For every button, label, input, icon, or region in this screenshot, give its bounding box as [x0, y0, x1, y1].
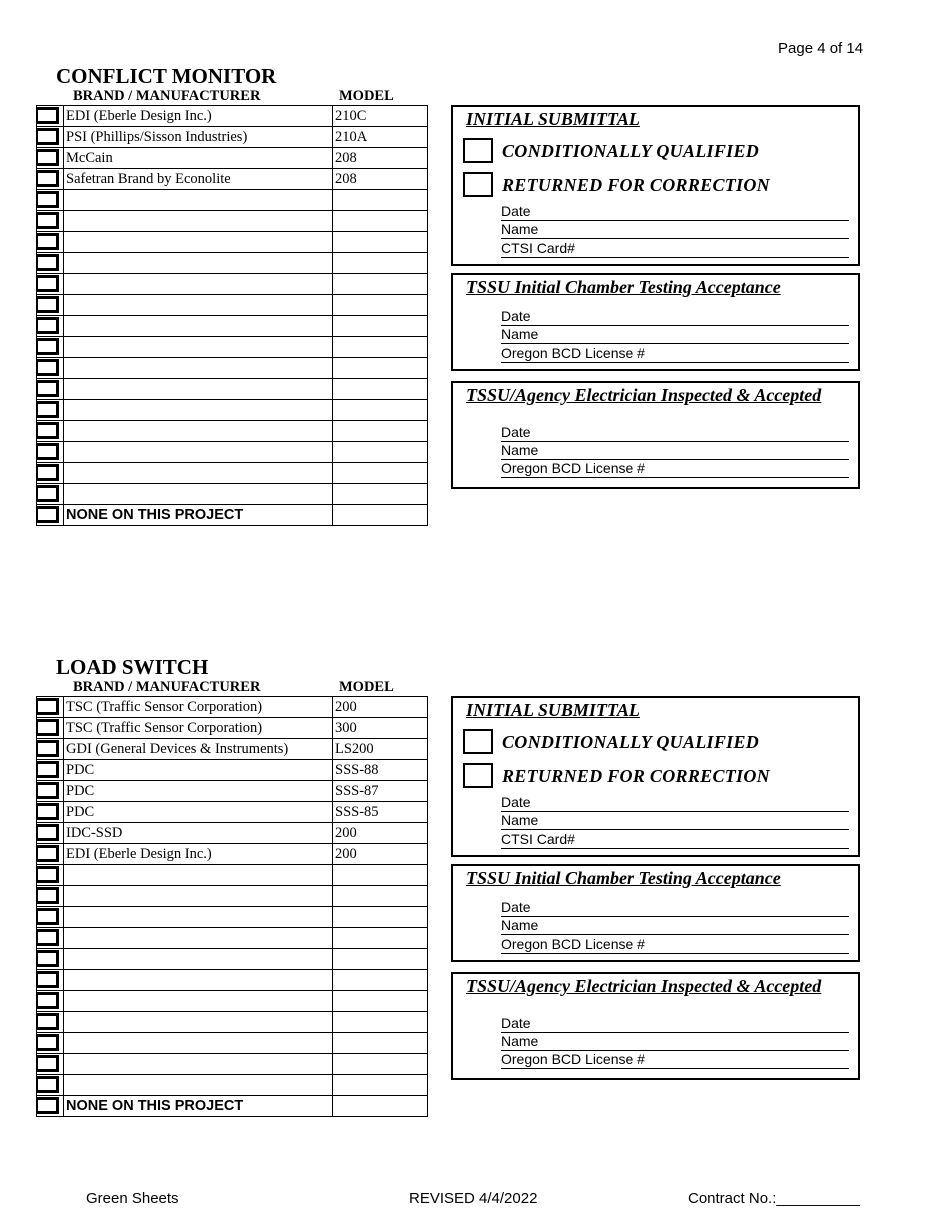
ctsi-card-field[interactable]: CTSI Card#	[501, 831, 849, 849]
table-row	[37, 949, 428, 970]
date-field[interactable]: Date	[501, 794, 849, 812]
agency-electrician-panel	[451, 972, 860, 1080]
model-cell	[333, 1096, 428, 1117]
brand-cell[interactable]: McCain	[64, 148, 333, 169]
model-cell[interactable]	[333, 295, 428, 316]
conditionally-qualified-label: CONDITIONALLY QUALIFIED	[502, 141, 760, 161]
name-field[interactable]: Name	[501, 326, 849, 344]
table-row	[37, 760, 428, 781]
model-cell[interactable]: 200	[333, 823, 428, 844]
tssu-chamber-panel	[451, 273, 860, 371]
brand-cell[interactable]	[64, 1075, 333, 1096]
brand-cell[interactable]	[64, 274, 333, 295]
returned-for-correction-label: RETURNED FOR CORRECTION	[502, 175, 770, 195]
row-checkbox[interactable]	[37, 400, 64, 421]
model-cell[interactable]	[333, 1075, 428, 1096]
section-title-conflict-monitor: CONFLICT MONITOR	[56, 64, 277, 88]
model-cell[interactable]	[333, 253, 428, 274]
model-cell[interactable]: 208	[333, 169, 428, 190]
oregon-bcd-license-field[interactable]: Oregon BCD License #	[501, 1051, 849, 1069]
brand-cell[interactable]	[64, 1033, 333, 1054]
row-checkbox[interactable]	[37, 991, 64, 1012]
row-checkbox[interactable]	[37, 1054, 64, 1075]
name-field[interactable]: Name	[501, 917, 849, 935]
table-row	[37, 211, 428, 232]
agency-electrician-title: TSSU/Agency Electrician Inspected & Accepted	[466, 976, 822, 996]
brand-cell[interactable]: PDC	[64, 781, 333, 802]
name-field[interactable]: Name	[501, 812, 849, 830]
initial-submittal-panel	[451, 696, 860, 857]
table-row	[37, 253, 428, 274]
brand-cell[interactable]	[64, 991, 333, 1012]
model-cell[interactable]: 210C	[333, 106, 428, 127]
initial-submittal-panel	[451, 105, 860, 266]
model-cell[interactable]: LS200	[333, 739, 428, 760]
date-field[interactable]: Date	[501, 1015, 849, 1033]
oregon-bcd-license-field[interactable]: Oregon BCD License #	[501, 460, 849, 478]
row-checkbox[interactable]	[37, 274, 64, 295]
model-cell[interactable]	[333, 400, 428, 421]
table-row	[37, 463, 428, 484]
oregon-bcd-license-field[interactable]: Oregon BCD License #	[501, 345, 849, 363]
row-checkbox[interactable]	[37, 211, 64, 232]
brand-cell[interactable]: PDC	[64, 802, 333, 823]
brand-cell[interactable]	[64, 907, 333, 928]
initial-submittal-title: INITIAL SUBMITTAL	[466, 700, 640, 720]
table-row	[37, 886, 428, 907]
model-cell[interactable]	[333, 337, 428, 358]
model-cell[interactable]: SSS-87	[333, 781, 428, 802]
row-checkbox[interactable]	[37, 127, 64, 148]
brand-cell[interactable]	[64, 484, 333, 505]
model-cell[interactable]	[333, 1033, 428, 1054]
table-row	[37, 274, 428, 295]
row-checkbox[interactable]	[37, 697, 64, 718]
conflict-monitor-table	[36, 105, 428, 526]
row-checkbox[interactable]	[37, 169, 64, 190]
initial-submittal-title: INITIAL SUBMITTAL	[466, 109, 640, 129]
footer-contract-no: Contract No.:__________	[688, 1190, 860, 1207]
model-cell[interactable]	[333, 928, 428, 949]
returned-for-correction-checkbox[interactable]	[463, 763, 493, 788]
model-cell[interactable]	[333, 907, 428, 928]
table-row	[37, 484, 428, 505]
tssu-chamber-panel	[451, 864, 860, 962]
table-row	[37, 781, 428, 802]
table-row	[37, 991, 428, 1012]
row-checkbox[interactable]	[37, 379, 64, 400]
brand-cell[interactable]	[64, 232, 333, 253]
model-cell[interactable]	[333, 274, 428, 295]
brand-cell[interactable]	[64, 295, 333, 316]
table-row	[37, 190, 428, 211]
row-checkbox[interactable]	[37, 907, 64, 928]
row-checkbox[interactable]	[37, 421, 64, 442]
brand-column-header: BRAND / MANUFACTURER	[73, 679, 261, 695]
brand-cell[interactable]: TSC (Traffic Sensor Corporation)	[64, 697, 333, 718]
table-row	[37, 1075, 428, 1096]
row-checkbox[interactable]	[37, 970, 64, 991]
row-checkbox[interactable]	[37, 718, 64, 739]
name-field[interactable]: Name	[501, 1033, 849, 1051]
ctsi-card-field[interactable]: CTSI Card#	[501, 240, 849, 258]
brand-cell[interactable]	[64, 865, 333, 886]
table-row	[37, 1012, 428, 1033]
brand-cell[interactable]: EDI (Eberle Design Inc.)	[64, 844, 333, 865]
row-checkbox[interactable]	[37, 148, 64, 169]
table-row	[37, 148, 428, 169]
none-on-project-checkbox[interactable]	[37, 1096, 64, 1117]
model-cell	[333, 505, 428, 526]
conditionally-qualified-label: CONDITIONALLY QUALIFIED	[502, 732, 760, 752]
table-row	[37, 928, 428, 949]
row-checkbox[interactable]	[37, 337, 64, 358]
table-row	[37, 907, 428, 928]
model-cell[interactable]	[333, 865, 428, 886]
brand-cell[interactable]	[64, 949, 333, 970]
table-row	[37, 316, 428, 337]
brand-cell[interactable]: PSI (Phillips/Sisson Industries)	[64, 127, 333, 148]
row-checkbox[interactable]	[37, 190, 64, 211]
row-checkbox[interactable]	[37, 316, 64, 337]
model-cell[interactable]: SSS-85	[333, 802, 428, 823]
row-checkbox[interactable]	[37, 844, 64, 865]
model-cell[interactable]	[333, 991, 428, 1012]
table-row	[37, 358, 428, 379]
row-checkbox[interactable]	[37, 1075, 64, 1096]
model-cell[interactable]	[333, 442, 428, 463]
model-cell[interactable]	[333, 484, 428, 505]
row-checkbox[interactable]	[37, 484, 64, 505]
row-checkbox[interactable]	[37, 463, 64, 484]
model-column-header: MODEL	[339, 88, 394, 104]
table-row	[37, 802, 428, 823]
brand-cell[interactable]: Safetran Brand by Econolite	[64, 169, 333, 190]
brand-cell[interactable]: GDI (General Devices & Instruments)	[64, 739, 333, 760]
name-field[interactable]: Name	[501, 221, 849, 239]
none-on-project-checkbox[interactable]	[37, 505, 64, 526]
none-on-project-row	[37, 505, 428, 526]
model-cell[interactable]: 300	[333, 718, 428, 739]
row-checkbox[interactable]	[37, 781, 64, 802]
table-row	[37, 400, 428, 421]
brand-cell[interactable]: EDI (Eberle Design Inc.)	[64, 106, 333, 127]
table-row	[37, 823, 428, 844]
table-row	[37, 337, 428, 358]
model-cell[interactable]	[333, 379, 428, 400]
row-checkbox[interactable]	[37, 886, 64, 907]
table-row	[37, 1033, 428, 1054]
model-cell[interactable]	[333, 886, 428, 907]
date-field[interactable]: Date	[501, 203, 849, 221]
row-checkbox[interactable]	[37, 928, 64, 949]
table-row	[37, 421, 428, 442]
model-cell[interactable]	[333, 211, 428, 232]
brand-column-header: BRAND / MANUFACTURER	[73, 88, 261, 104]
oregon-bcd-license-field[interactable]: Oregon BCD License #	[501, 936, 849, 954]
brand-cell[interactable]	[64, 421, 333, 442]
brand-cell[interactable]	[64, 1054, 333, 1075]
row-checkbox[interactable]	[37, 106, 64, 127]
footer-revised: REVISED 4/4/2022	[409, 1190, 538, 1207]
date-field[interactable]: Date	[501, 899, 849, 917]
table-row	[37, 106, 428, 127]
page-number: Page 4 of 14	[778, 40, 864, 57]
table-row	[37, 442, 428, 463]
brand-cell[interactable]	[64, 400, 333, 421]
row-checkbox[interactable]	[37, 442, 64, 463]
agency-electrician-panel	[451, 381, 860, 489]
date-field[interactable]: Date	[501, 424, 849, 442]
model-cell[interactable]: 210A	[333, 127, 428, 148]
table-row	[37, 739, 428, 760]
row-checkbox[interactable]	[37, 865, 64, 886]
none-on-project-label: NONE ON THIS PROJECT	[64, 1096, 333, 1117]
row-checkbox[interactable]	[37, 295, 64, 316]
table-row	[37, 718, 428, 739]
row-checkbox[interactable]	[37, 949, 64, 970]
table-row	[37, 127, 428, 148]
model-cell[interactable]	[333, 1012, 428, 1033]
brand-cell[interactable]	[64, 379, 333, 400]
brand-cell[interactable]	[64, 1012, 333, 1033]
row-checkbox[interactable]	[37, 253, 64, 274]
model-cell[interactable]	[333, 358, 428, 379]
model-cell[interactable]	[333, 421, 428, 442]
date-field[interactable]: Date	[501, 308, 849, 326]
model-cell[interactable]: 200	[333, 844, 428, 865]
tssu-chamber-title: TSSU Initial Chamber Testing Acceptance	[466, 277, 781, 297]
brand-cell[interactable]: TSC (Traffic Sensor Corporation)	[64, 718, 333, 739]
brand-cell[interactable]: IDC-SSD	[64, 823, 333, 844]
section-title-load-switch: LOAD SWITCH	[56, 655, 209, 679]
brand-cell[interactable]	[64, 190, 333, 211]
model-cell[interactable]: 200	[333, 697, 428, 718]
model-cell[interactable]: 208	[333, 148, 428, 169]
brand-cell[interactable]	[64, 928, 333, 949]
model-cell[interactable]	[333, 232, 428, 253]
model-cell[interactable]	[333, 463, 428, 484]
brand-cell[interactable]	[64, 316, 333, 337]
brand-cell[interactable]	[64, 211, 333, 232]
brand-cell[interactable]	[64, 337, 333, 358]
model-cell[interactable]	[333, 190, 428, 211]
conditionally-qualified-checkbox[interactable]	[463, 729, 493, 754]
footer-left: Green Sheets	[86, 1190, 179, 1207]
brand-cell[interactable]	[64, 253, 333, 274]
agency-electrician-title: TSSU/Agency Electrician Inspected & Accepted	[466, 385, 822, 405]
table-row	[37, 1054, 428, 1075]
row-checkbox[interactable]	[37, 823, 64, 844]
table-row	[37, 844, 428, 865]
brand-cell[interactable]	[64, 463, 333, 484]
row-checkbox[interactable]	[37, 232, 64, 253]
row-checkbox[interactable]	[37, 739, 64, 760]
name-field[interactable]: Name	[501, 442, 849, 460]
returned-for-correction-checkbox[interactable]	[463, 172, 493, 197]
load-switch-table	[36, 696, 428, 1117]
row-checkbox[interactable]	[37, 1012, 64, 1033]
table-row	[37, 295, 428, 316]
table-row	[37, 865, 428, 886]
brand-cell[interactable]: PDC	[64, 760, 333, 781]
conditionally-qualified-checkbox[interactable]	[463, 138, 493, 163]
table-row	[37, 232, 428, 253]
brand-cell[interactable]	[64, 970, 333, 991]
model-cell[interactable]	[333, 1054, 428, 1075]
brand-cell[interactable]	[64, 358, 333, 379]
table-row	[37, 169, 428, 190]
none-on-project-row	[37, 1096, 428, 1117]
table-row	[37, 379, 428, 400]
tssu-chamber-title: TSSU Initial Chamber Testing Acceptance	[466, 868, 781, 888]
model-column-header: MODEL	[339, 679, 394, 695]
row-checkbox[interactable]	[37, 1033, 64, 1054]
table-row	[37, 697, 428, 718]
row-checkbox[interactable]	[37, 358, 64, 379]
row-checkbox[interactable]	[37, 802, 64, 823]
model-cell[interactable]	[333, 970, 428, 991]
model-cell[interactable]	[333, 316, 428, 337]
table-row	[37, 970, 428, 991]
none-on-project-label: NONE ON THIS PROJECT	[64, 505, 333, 526]
brand-cell[interactable]	[64, 442, 333, 463]
returned-for-correction-label: RETURNED FOR CORRECTION	[502, 766, 770, 786]
row-checkbox[interactable]	[37, 760, 64, 781]
brand-cell[interactable]	[64, 886, 333, 907]
model-cell[interactable]: SSS-88	[333, 760, 428, 781]
model-cell[interactable]	[333, 949, 428, 970]
